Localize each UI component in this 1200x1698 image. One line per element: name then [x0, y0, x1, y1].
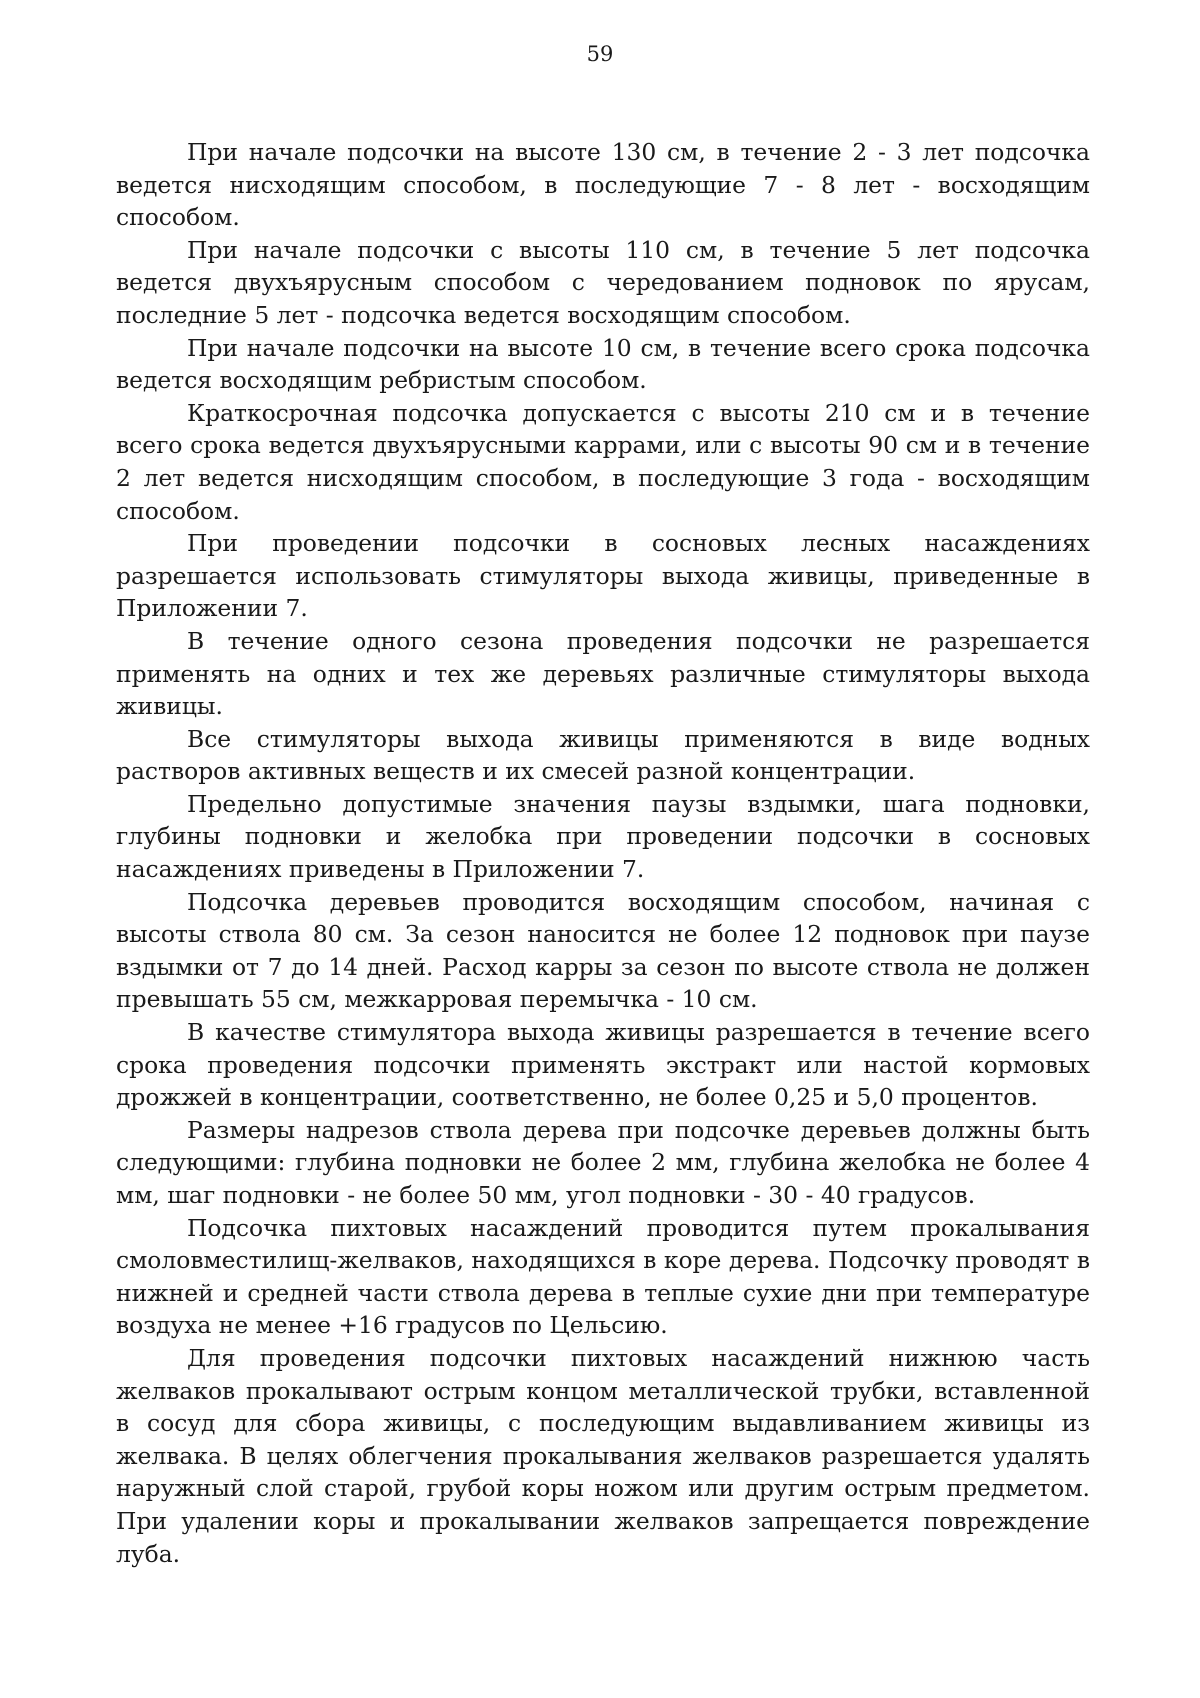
body-text	[116, 136, 1090, 1570]
paragraph: При начале подсочки на высоте 130 см, в течение 2 - 3 лет подсочка ведется нисходящим способом, в последующие 7 - 8 лет - восходящим способом.	[116, 138, 1090, 232]
paragraph: При начале подсочки с высоты 110 см, в течение 5 лет подсочка ведется двухъярусным способом с чередованием подновок по ярусам, последние 5 лет - подсочка ведется восходящим способом.	[116, 235, 1090, 329]
paragraph: Подсочка деревьев проводится восходящим способом, начиная с высоты ствола 80 см. За сезон наносится не более 12 подновок при паузе вздымки от 7 до 14 дней. Расход карры за сезон по высоте ствола не должен превышать 55 см, межкарровая перемычка - 10 см.	[116, 887, 1090, 1014]
page-number: 59	[586, 42, 614, 66]
paragraph: При начале подсочки на высоте 10 см, в течение всего срока подсочка ведется восходящим ребристым способом.	[116, 333, 1090, 395]
paragraph: Предельно допустимые значения паузы вздымки, шага подновки, глубины подновки и желобка при проведении подсочки в сосновых насаждениях приведены в Приложении 7.	[116, 789, 1090, 884]
paragraph: Краткосрочная подсочка допускается с высоты 210 см и в течение всего срока ведется двухъярусными каррами, или с высоты 90 см и в течение 2 лет ведется нисходящим способом, в последующие 3 года - восходящим способом.	[116, 398, 1090, 525]
paragraph: В качестве стимулятора выхода живицы разрешается в течение всего срока проведения подсочки применять экстракт или настой кормовых дрожжей в концентрации, соответственно, не более 0,25 и 5,0 процентов.	[116, 1018, 1090, 1112]
paragraph: При проведении подсочки в сосновых лесных насаждениях разрешается использовать стимуляторы выхода живицы, приведенные в Приложении 7.	[116, 529, 1090, 623]
paragraph: В течение одного сезона проведения подсочки не разрешается применять на одних и тех же деревьях различные стимуляторы выхода живицы.	[116, 626, 1090, 721]
paragraph: Для проведения подсочки пихтовых насаждений нижнюю часть желваков прокалывают острым концом металлической трубки, вставленной в сосуд для сбора живицы, с последующим выдавливанием живицы из желвака. В целях облегчения прокалывания желваков разрешается удалять наружный слой старой, грубой коры ножом или другим острым предметом. При удалении коры и прокалывании желваков запрещается повреждение луба.	[116, 1343, 1090, 1568]
paragraph: Подсочка пихтовых насаждений проводится путем прокалывания смоловместилищ-желваков, находящихся в коре дерева. Подсочку проводят в нижней и средней части ствола дерева в теплые сухие дни при температуре воздуха не менее +16 градусов по Цельсию.	[116, 1213, 1090, 1340]
paragraph: Все стимуляторы выхода живицы применяются в виде водных растворов активных веществ и их смесей разной концентрации.	[116, 724, 1090, 786]
paragraph: Размеры надрезов ствола дерева при подсочке деревьев должны быть следующими: глубина подновки не более 2 мм, глубина желобка не более 4 мм, шаг подновки - не более 50 мм, угол подновки - 30 - 40 градусов.	[116, 1115, 1090, 1209]
